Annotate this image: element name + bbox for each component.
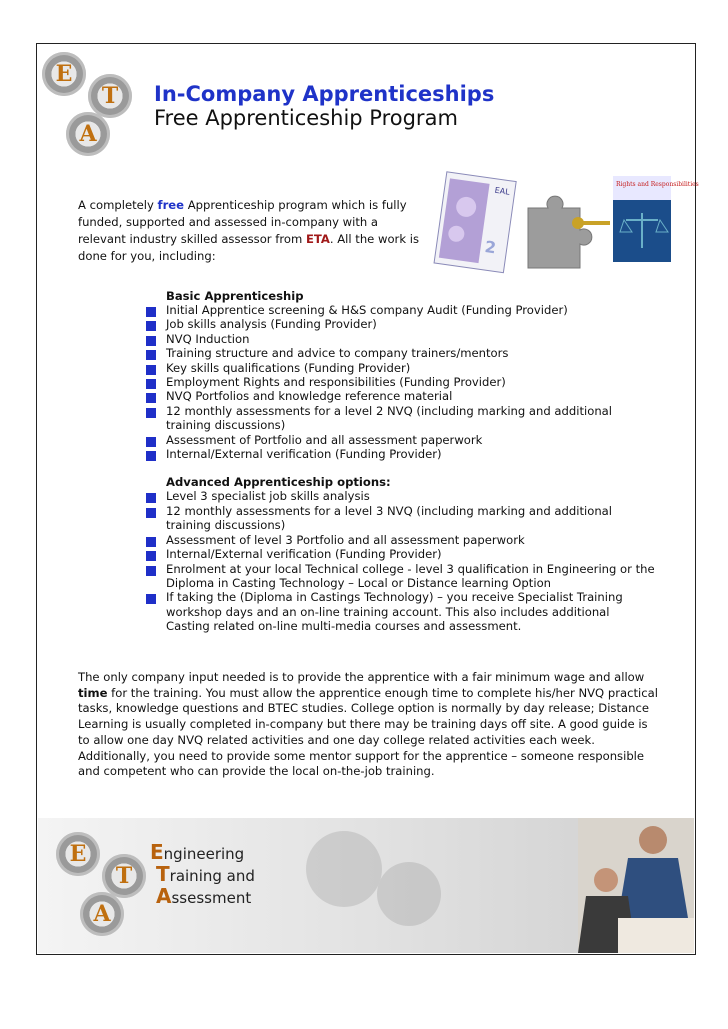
free-highlight: free xyxy=(157,198,185,212)
time-highlight: time xyxy=(78,685,108,700)
square-bullet-icon xyxy=(146,336,156,346)
gear-e-icon: E xyxy=(42,52,86,96)
page-title: In-Company Apprenticeships xyxy=(154,82,495,106)
basic-item: Training structure and advice to company trainers/mentors xyxy=(146,346,656,360)
gear-t-icon: T xyxy=(102,854,146,898)
page-subtitle: Free Apprenticeship Program xyxy=(154,106,458,130)
square-bullet-icon xyxy=(146,307,156,317)
square-bullet-icon xyxy=(146,350,156,360)
advanced-item: Level 3 specialist job skills analysis xyxy=(146,489,656,503)
basic-item: NVQ Induction xyxy=(146,332,656,346)
square-bullet-icon xyxy=(146,321,156,331)
basic-item: Initial Apprentice screening & H&S company Audit (Funding Provider) xyxy=(146,303,656,317)
advanced-item: If taking the (Diploma in Castings Technology) – you receive Specialist Training workshop days and an on-line training account. This also includes additional Casting related on-line multi-media courses and assessment. xyxy=(146,590,656,633)
gear-a-icon: A xyxy=(66,112,110,156)
advanced-apprenticeship-list xyxy=(146,489,656,633)
intro-paragraph: A completely free Apprenticeship program which is fully funded, supported and assessed in-company with a relevant industry skilled assessor from ETA. All the work is done for you, including: xyxy=(78,198,419,263)
square-bullet-icon xyxy=(146,365,156,375)
basic-item: 12 monthly assessments for a level 2 NVQ (including marking and additional training discussions) xyxy=(146,404,656,433)
gear-e-icon: E xyxy=(56,832,100,876)
mentor-support-text: Additionally, you need to provide some mentor support for the apprentice – someone responsible and competent who can provide the local on-the-job training. xyxy=(78,748,645,779)
apprentices-photo xyxy=(578,818,694,953)
square-bullet-icon xyxy=(146,451,156,461)
basic-item: Key skills qualifications (Funding Provider) xyxy=(146,361,656,375)
square-bullet-icon xyxy=(146,551,156,561)
apprenticeship-lists xyxy=(146,289,656,634)
footer-gear-logo xyxy=(56,832,156,942)
square-bullet-icon xyxy=(146,379,156,389)
square-bullet-icon xyxy=(146,393,156,403)
square-bullet-icon xyxy=(146,493,156,503)
basic-apprenticeship-list xyxy=(146,303,656,461)
gear-t-icon: T xyxy=(88,74,132,118)
booklets-illustration xyxy=(428,168,699,278)
square-bullet-icon xyxy=(146,437,156,447)
footer-banner xyxy=(38,818,694,953)
square-bullet-icon xyxy=(146,508,156,518)
square-bullet-icon xyxy=(146,537,156,547)
eta-highlight: ETA xyxy=(305,232,330,246)
advanced-item: Assessment of level 3 Portfolio and all assessment paperwork xyxy=(146,533,656,547)
svg-text:Rights and Responsibilities: Rights and Responsibilities xyxy=(616,181,699,188)
gear-a-icon: A xyxy=(80,892,124,936)
svg-text:EAL: EAL xyxy=(494,185,511,197)
watermark-gears-icon xyxy=(284,824,454,944)
footer-brand-text: Engineering Training and Assessment xyxy=(150,840,255,908)
advanced-item: Internal/External verification (Funding Provider) xyxy=(146,547,656,561)
svg-text:2: 2 xyxy=(483,236,498,258)
basic-item: Assessment of Portfolio and all assessment paperwork xyxy=(146,433,656,447)
square-bullet-icon xyxy=(146,594,156,604)
basic-item: Internal/External verification (Funding Provider) xyxy=(146,447,656,461)
advanced-item: Enrolment at your local Technical college - level 3 qualification in Engineering or the Diploma in Casting Technology – Local or Distance learning Option xyxy=(146,562,656,591)
square-bullet-icon xyxy=(146,408,156,418)
company-input-paragraph: The only company input needed is to provide the apprentice with a fair minimum wage and allow time for the training. You must allow the apprentice enough time to complete his/her NVQ practical tasks, knowledge questions and BTEC studies. College option is normally by day release; Distance Learning is usually completed in-company but there may be training days off site. A good guide is to allow one day NVQ related activities and one day college related activities each week. Additionally, you need to provide some mentor support for the apprentice – someone responsible and competent who can provide the local on-the-job training. xyxy=(78,670,658,779)
eta-gear-logo xyxy=(42,52,142,162)
advanced-item: 12 monthly assessments for a level 3 NVQ (including marking and additional training discussions) xyxy=(146,504,656,533)
basic-apprenticeship-heading: Basic Apprenticeship xyxy=(166,289,304,303)
basic-item: NVQ Portfolios and knowledge reference material xyxy=(146,389,656,403)
advanced-apprenticeship-heading: Advanced Apprenticeship options: xyxy=(166,475,391,490)
basic-item: Job skills analysis (Funding Provider) xyxy=(146,317,656,331)
square-bullet-icon xyxy=(146,566,156,576)
basic-item: Employment Rights and responsibilities (Funding Provider) xyxy=(146,375,656,389)
